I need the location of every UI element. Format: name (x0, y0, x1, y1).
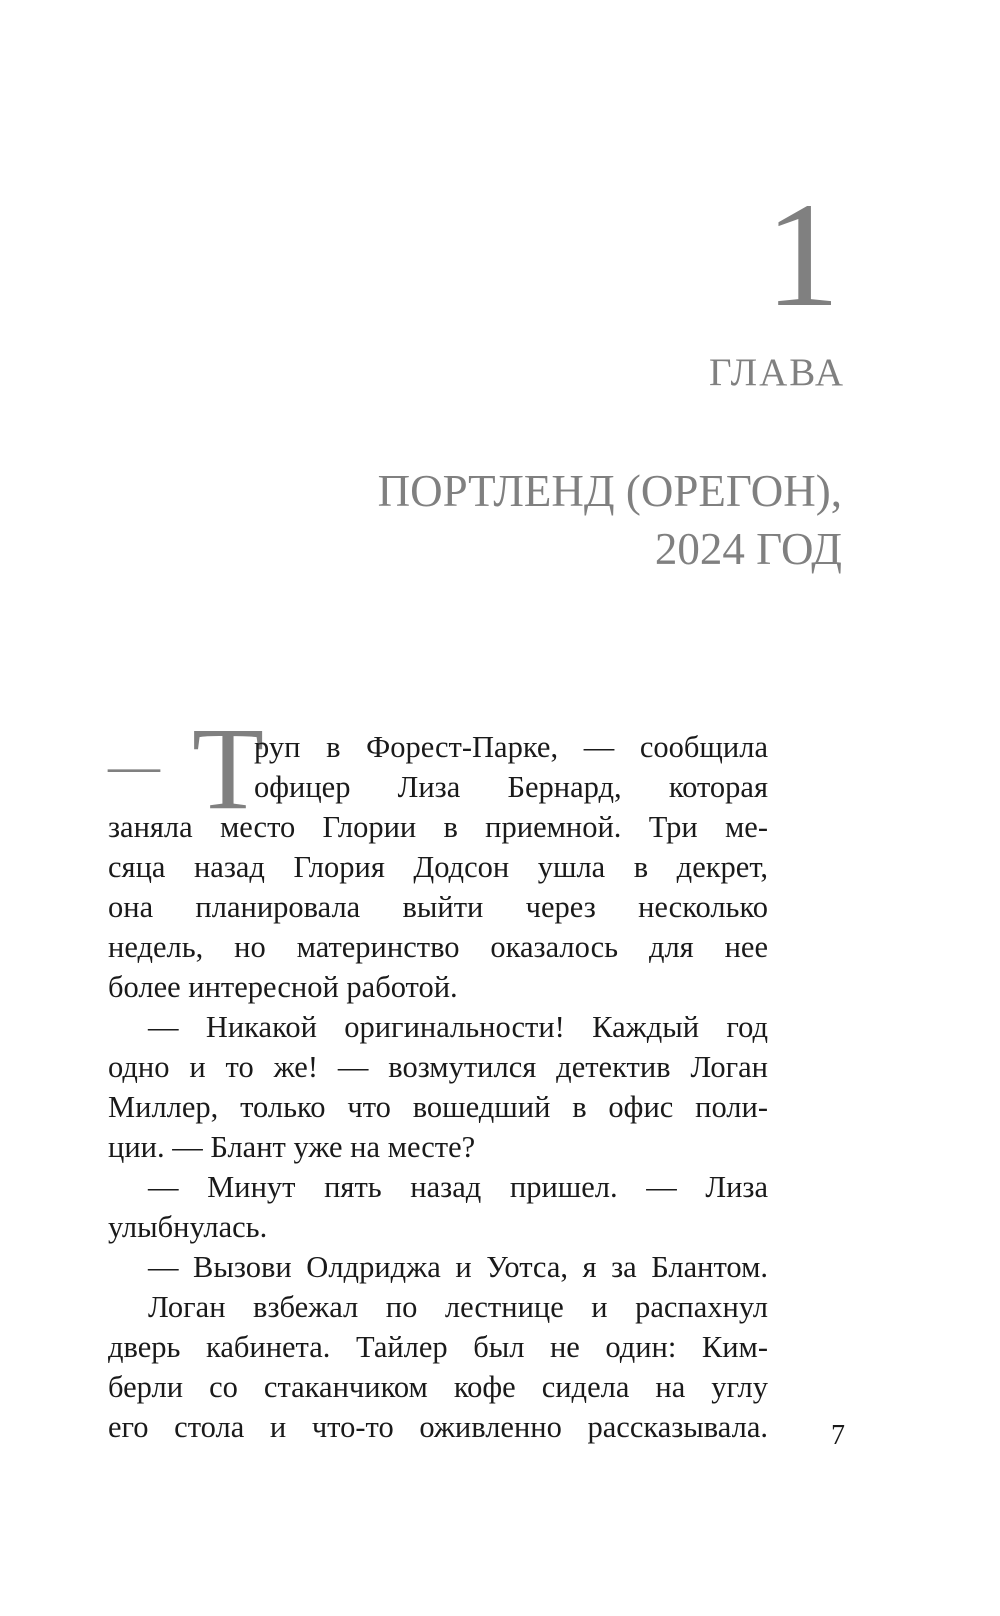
text-line: одно и то же! — возмутился детектив Логан (108, 1050, 768, 1084)
text-line: Логан взбежал по лестнице и распахнул (148, 1290, 768, 1324)
location-line: 2024 ГОД (654, 524, 842, 574)
text-line: — Вызови Олдриджа и Уотса, я за Блантом. (148, 1250, 768, 1284)
text-line: его стола и что-то оживленно рассказывала. (108, 1410, 768, 1444)
text-line: ции. — Блант уже на месте? (108, 1130, 476, 1164)
text-line: — Никакой оригинальности! Каждый год (148, 1010, 768, 1044)
chapter-body (108, 703, 768, 1447)
text-line: заняла место Глории в приемной. Три ме- (108, 810, 768, 844)
text-line: более интересной работой. (108, 970, 458, 1004)
location-line: ПОРТЛЕНД (ОРЕГОН), (377, 466, 842, 516)
text-line: сяца назад Глория Додсон ушла в декрет, (108, 850, 768, 884)
text-line: улыбнулась. (108, 1210, 268, 1244)
chapter-number: 1 (765, 172, 840, 338)
text-line: руп в Форест-Парке, — сообщила (254, 730, 768, 764)
page-number: 7 (831, 1420, 845, 1451)
chapter-location (378, 462, 842, 578)
dropcap-lines (254, 727, 768, 807)
text-line: недель, но материнство оказалось для нее (108, 930, 768, 964)
text-line: — Минут пять назад пришел. — Лиза (148, 1170, 768, 1204)
text-line: берли со стаканчиком кофе сидела на углу (108, 1370, 768, 1404)
text-line: офицер Лиза Бернард, которая (254, 770, 768, 804)
chapter-label: ГЛАВА (709, 351, 845, 394)
text-line: дверь кабинета. Тайлер был не один: Ким- (108, 1330, 768, 1364)
text-line: Миллер, только что вошедший в офис поли- (108, 1090, 768, 1124)
dropcap-dash: — (108, 738, 160, 795)
text-line: она планировала выйти через несколько (108, 890, 768, 924)
dropcap-letter: Т (192, 703, 265, 834)
